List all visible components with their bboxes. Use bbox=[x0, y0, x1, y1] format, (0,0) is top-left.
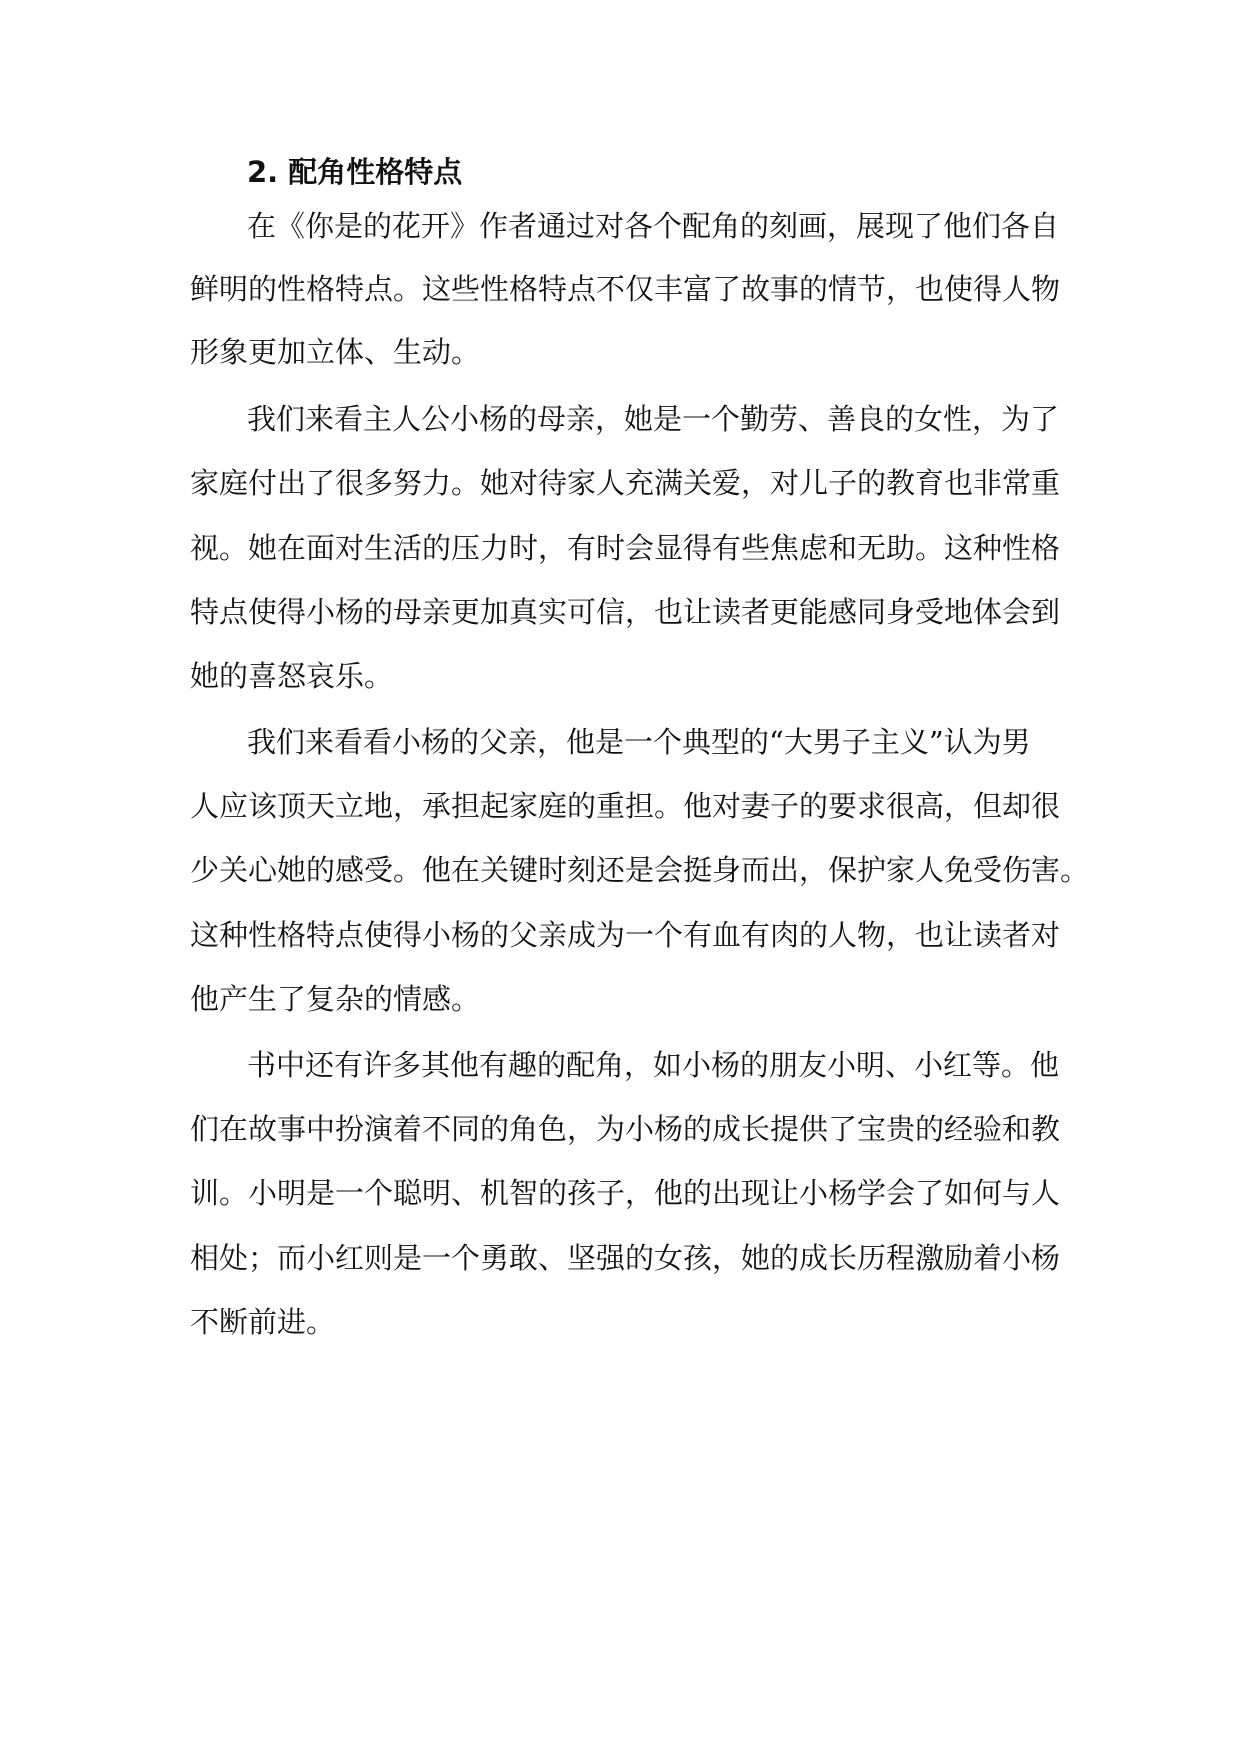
paragraph-line: 视。她在面对生活的压力时，有时会显得有些焦虑和无助。这种性格 bbox=[190, 531, 1061, 565]
paragraph-line: 鲜明的性格特点。这些性格特点不仅丰富了故事的情节，也使得人物 bbox=[190, 272, 1061, 306]
paragraph-line: 不断前进。 bbox=[190, 1305, 336, 1339]
paragraph-line: 她的喜怒哀乐。 bbox=[190, 659, 394, 693]
paragraph-line: 少关心她的感受。他在关键时刻还是会挺身而出，保护家人免受伤害。 bbox=[190, 853, 1090, 887]
section-heading: 2. 配角性格特点 bbox=[247, 155, 463, 189]
paragraph-line: 在《你是的花开》作者通过对各个配角的刻画，展现了他们各自 bbox=[247, 209, 1060, 243]
paragraph-line: 特点使得小杨的母亲更加真实可信，也让读者更能感同身受地体会到 bbox=[190, 595, 1061, 629]
paragraph-line: 家庭付出了很多努力。她对待家人充满关爱，对儿子的教育也非常重 bbox=[190, 466, 1061, 500]
paragraph-line: 他产生了复杂的情感。 bbox=[190, 982, 481, 1016]
paragraph-line: 书中还有许多其他有趣的配角，如小杨的朋友小明、小红等。他 bbox=[247, 1048, 1060, 1082]
paragraph-line: 相处；而小红则是一个勇敢、坚强的女孩，她的成长历程激励着小杨 bbox=[190, 1241, 1061, 1275]
paragraph-line: 形象更加立体、生动。 bbox=[190, 335, 481, 369]
paragraph-line: 这种性格特点使得小杨的父亲成为一个有血有肉的人物，也让读者对 bbox=[190, 918, 1061, 952]
paragraph-line: 我们来看看小杨的父亲，他是一个典型的“大男子主义”认为男 bbox=[247, 725, 1031, 759]
paragraph-line: 训。小明是一个聪明、机智的孩子，他的出现让小杨学会了如何与人 bbox=[190, 1176, 1061, 1210]
paragraph-line: 们在故事中扮演着不同的角色，为小杨的成长提供了宝贵的经验和教 bbox=[190, 1112, 1061, 1146]
paragraph-line: 人应该顶天立地，承担起家庭的重担。他对妻子的要求很高，但却很 bbox=[190, 789, 1061, 823]
paragraph-line: 我们来看主人公小杨的母亲，她是一个勤劳、善良的女性，为了 bbox=[247, 402, 1060, 436]
